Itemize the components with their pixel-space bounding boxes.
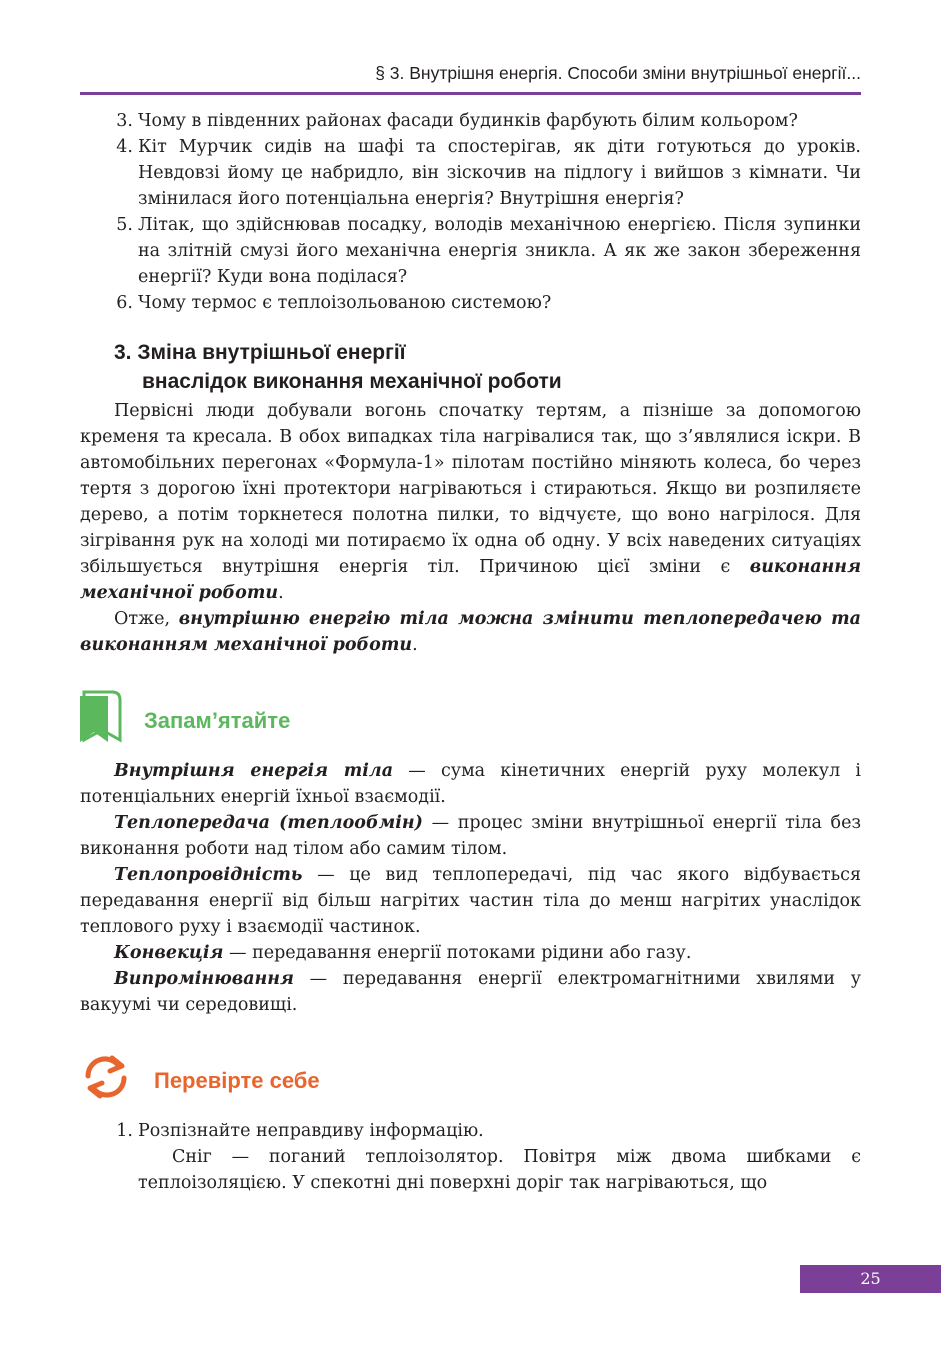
- definition-term: Внутрішня енергія тіла: [114, 761, 394, 781]
- section-heading: [114, 338, 861, 396]
- exercise-body: [80, 1144, 861, 1196]
- question-item: [80, 134, 861, 212]
- question-item: [80, 108, 861, 134]
- definition-term: Випромінювання: [114, 969, 294, 989]
- paragraph-text: Отже,: [114, 609, 179, 629]
- page-content: [80, 108, 861, 1196]
- section-heading-line1: 3. Зміна внутрішньої енергії: [114, 341, 406, 364]
- definition-text: — передавання енергії потоками рідини або газу.: [223, 943, 692, 963]
- definition-text: — це вид теплопередачі, під час якого відбувається передавання енергії від більш нагрітих частин тіла до менш нагрітих унаслідок теплового руху і взаємодії частинок.: [80, 865, 861, 937]
- exercise-body-text: Сніг — поганий теплоізолятор. Повітря між двома шибками є теплоізоляцією. У спекотні дні поверхні доріг так нагріваються, що: [138, 1147, 861, 1193]
- question-text: Чому в південних районах фасади будинків фарбують білим кольором?: [138, 111, 798, 131]
- question-item: [80, 290, 861, 316]
- definition-term: Теплопровідність: [114, 865, 303, 885]
- bookmark-icon: [80, 690, 122, 752]
- definition-term: Теплопередача (теплообмін): [114, 813, 423, 833]
- question-number: 5.: [116, 215, 133, 235]
- running-header: § 3. Внутрішня енергія. Способи зміни внутрішньої енергії...: [375, 63, 861, 83]
- exercise-text: Розпізнайте неправдиву інформацію.: [138, 1121, 484, 1141]
- paragraph-text: Первісні люди добували вогонь спочатку тертям, а пізніше за допомогою кременя та кресала. В обох випадках тіла нагрівалися так, що з’являлися іскри. В автомобільних перегонах «Формула-1» пілотам постійно міняють колеса, бо через тертя з дорогою їхні протектори нагріваються і стираються. Якщо ви розпиляєте дерево, а потім торкнетеся полотна пилки, то відчуєте, що воно нагрілося. Для зігрівання рук на холоді ми потираємо їх одна об одну. У всіх наведених ситуаціях збільшується внутрішня енергія тіл. Причиною цієї зміни є: [80, 401, 861, 577]
- question-number: 4.: [116, 137, 133, 157]
- question-text: Літак, що здійснював посадку, володів механічною енергією. Після зупинки на злітній смузі його механічна енергія зникла. А як же закон збереження енергії? Куди вона поділася?: [138, 215, 861, 287]
- definition-item: [80, 966, 861, 1018]
- question-number: 6.: [116, 293, 133, 313]
- emphasis-text: внутрішню енергію тіла можна змінити теплопередачею та виконанням механічної роботи: [80, 609, 861, 655]
- emphasis-text: виконання механічної роботи: [80, 557, 861, 603]
- section-paragraph: [80, 398, 861, 606]
- question-list: [80, 108, 861, 316]
- section-heading-line2: внаслідок виконання механічної роботи: [142, 370, 562, 393]
- definition-item: [80, 810, 861, 862]
- conclusion-paragraph: [80, 606, 861, 658]
- exercise-item: [80, 1118, 861, 1144]
- check-yourself-header: [80, 1054, 861, 1108]
- remember-title: Запам’ятайте: [144, 708, 291, 733]
- question-item: [80, 212, 861, 290]
- definition-item: [80, 862, 861, 940]
- exercise-number: 1.: [116, 1121, 133, 1141]
- refresh-cycle-icon: [80, 1054, 132, 1108]
- definition-term: Конвекція: [114, 943, 224, 963]
- paragraph-end: .: [278, 583, 284, 603]
- question-text: Чому термос є теплоізольованою системою?: [138, 293, 552, 313]
- definition-item: [80, 940, 861, 966]
- page-number: 25: [800, 1265, 941, 1293]
- definition-text: — процес зміни внутрішньої енергії тіла без виконання роботи над тілом або самим тілом.: [80, 813, 861, 859]
- paragraph-end: .: [412, 635, 418, 655]
- check-yourself-title: Перевірте себе: [154, 1068, 320, 1093]
- header-divider: [80, 92, 861, 95]
- question-text: Кіт Мурчик сидів на шафі та спостерігав, як діти готуються до уроків. Невдовзі йому це набридло, він зіскочив на підлогу і вийшов з кімнати. Чи змінилася його потенціальна енергія? Внутрішня енергія?: [138, 137, 861, 209]
- question-number: 3.: [116, 111, 133, 131]
- definition-text: — передавання енергії електромагнітними хвилями у вакуумі чи середовищі.: [80, 969, 861, 1015]
- definition-item: [80, 758, 861, 810]
- remember-header: [80, 694, 861, 748]
- definition-text: — сума кінетичних енергій руху молекул і потенціальних енергій їхньої взаємодії.: [80, 761, 861, 807]
